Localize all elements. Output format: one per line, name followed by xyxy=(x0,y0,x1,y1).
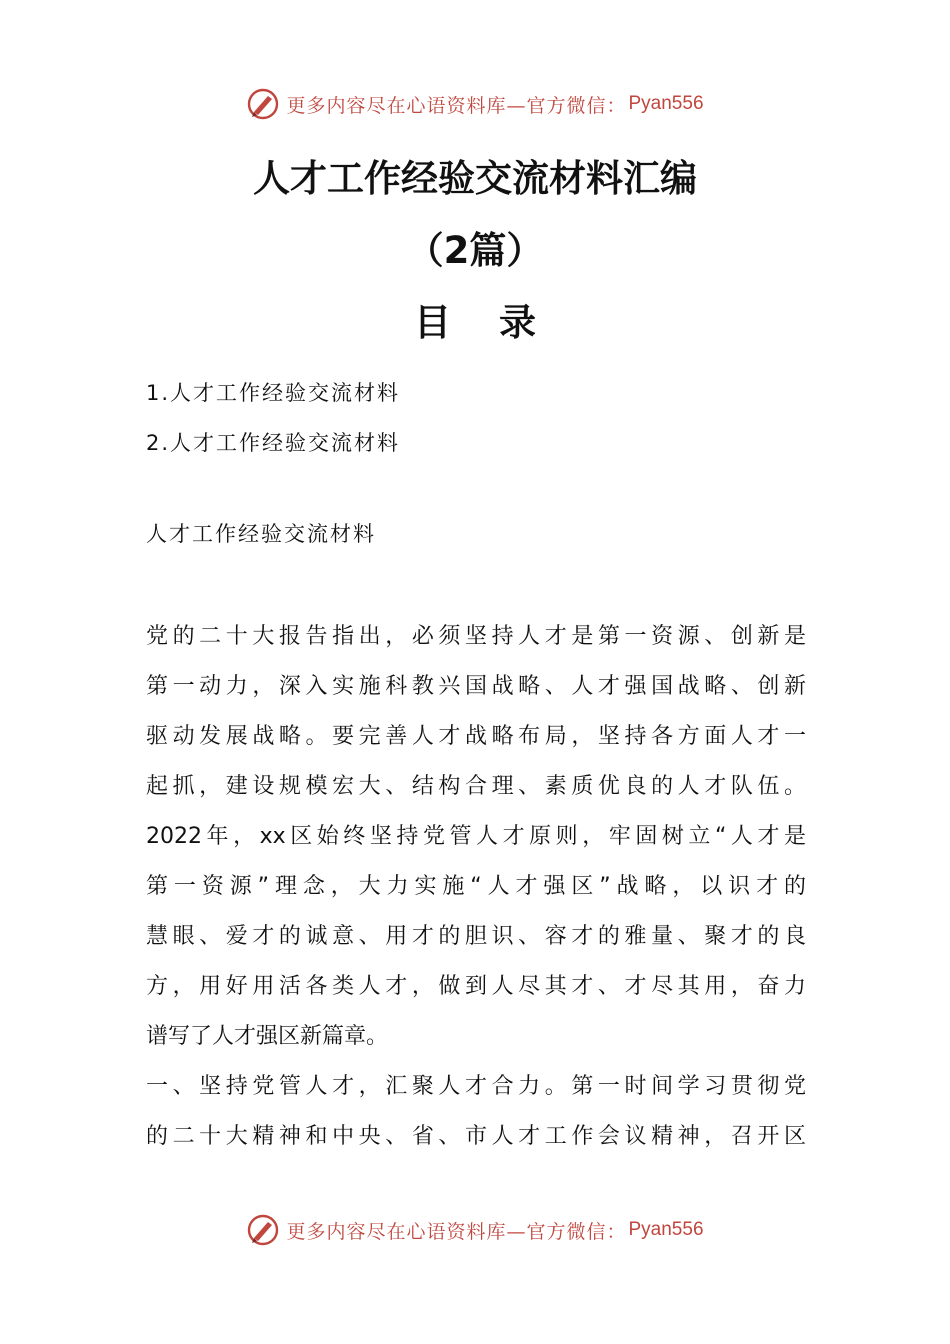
body-line: 党的二十大报告指出，必须坚持人才是第一资源、创新是 xyxy=(146,624,806,649)
body-line: 驱动发展战略。要完善人才战略布局，坚持各方面人才一 xyxy=(146,724,806,749)
watermark-wechat-id: Pyan556 xyxy=(628,93,704,114)
section-title: 人才工作经验交流材料 xyxy=(146,522,376,546)
body-line: 方，用好用活各类人才，做到人尽其才、才尽其用，奋力 xyxy=(146,974,806,999)
watermark-banner-bottom xyxy=(0,1210,950,1250)
body-line: 第一资源”理念，大力实施“人才强区”战略，以识才的 xyxy=(146,874,806,899)
watermark-banner-top xyxy=(0,84,950,124)
body-line: 的二十大精神和中央、省、市人才工作会议精神，召开区 xyxy=(146,1124,806,1149)
pen-circle-icon xyxy=(246,87,280,121)
toc-item[interactable]: 2.人才工作经验交流材料 xyxy=(146,431,401,455)
body-line: 谱写了人才强区新篇章。 xyxy=(146,1024,389,1049)
body-line: 一、坚持党管人才，汇聚人才合力。第一时间学习贯彻党 xyxy=(146,1074,806,1099)
body-line: 第一动力，深入实施科教兴国战略、人才强国战略、创新 xyxy=(146,674,806,699)
watermark-wechat-id: Pyan556 xyxy=(628,1219,704,1240)
body-paragraph xyxy=(146,612,806,1162)
body-line: 起抓，建设规模宏大、结构合理、素质优良的人才队伍。 xyxy=(146,774,806,799)
body-line: 2022年，xx区始终坚持党管人才原则，牢固树立“人才是 xyxy=(146,824,806,849)
toc-item[interactable]: 1.人才工作经验交流材料 xyxy=(146,381,401,405)
watermark-text: 更多内容尽在心语资料库—官方微信： xyxy=(286,94,627,117)
document-subtitle: （2篇） xyxy=(406,229,544,272)
table-of-contents xyxy=(146,368,400,468)
document-title: 人才工作经验交流材料汇编 xyxy=(253,157,697,200)
body-line: 慧眼、爱才的诚意、用才的胆识、容才的雅量、聚才的良 xyxy=(146,924,806,949)
toc-heading: 目录 xyxy=(414,301,584,344)
watermark-text: 更多内容尽在心语资料库—官方微信： xyxy=(286,1220,627,1243)
pen-circle-icon xyxy=(246,1213,280,1247)
